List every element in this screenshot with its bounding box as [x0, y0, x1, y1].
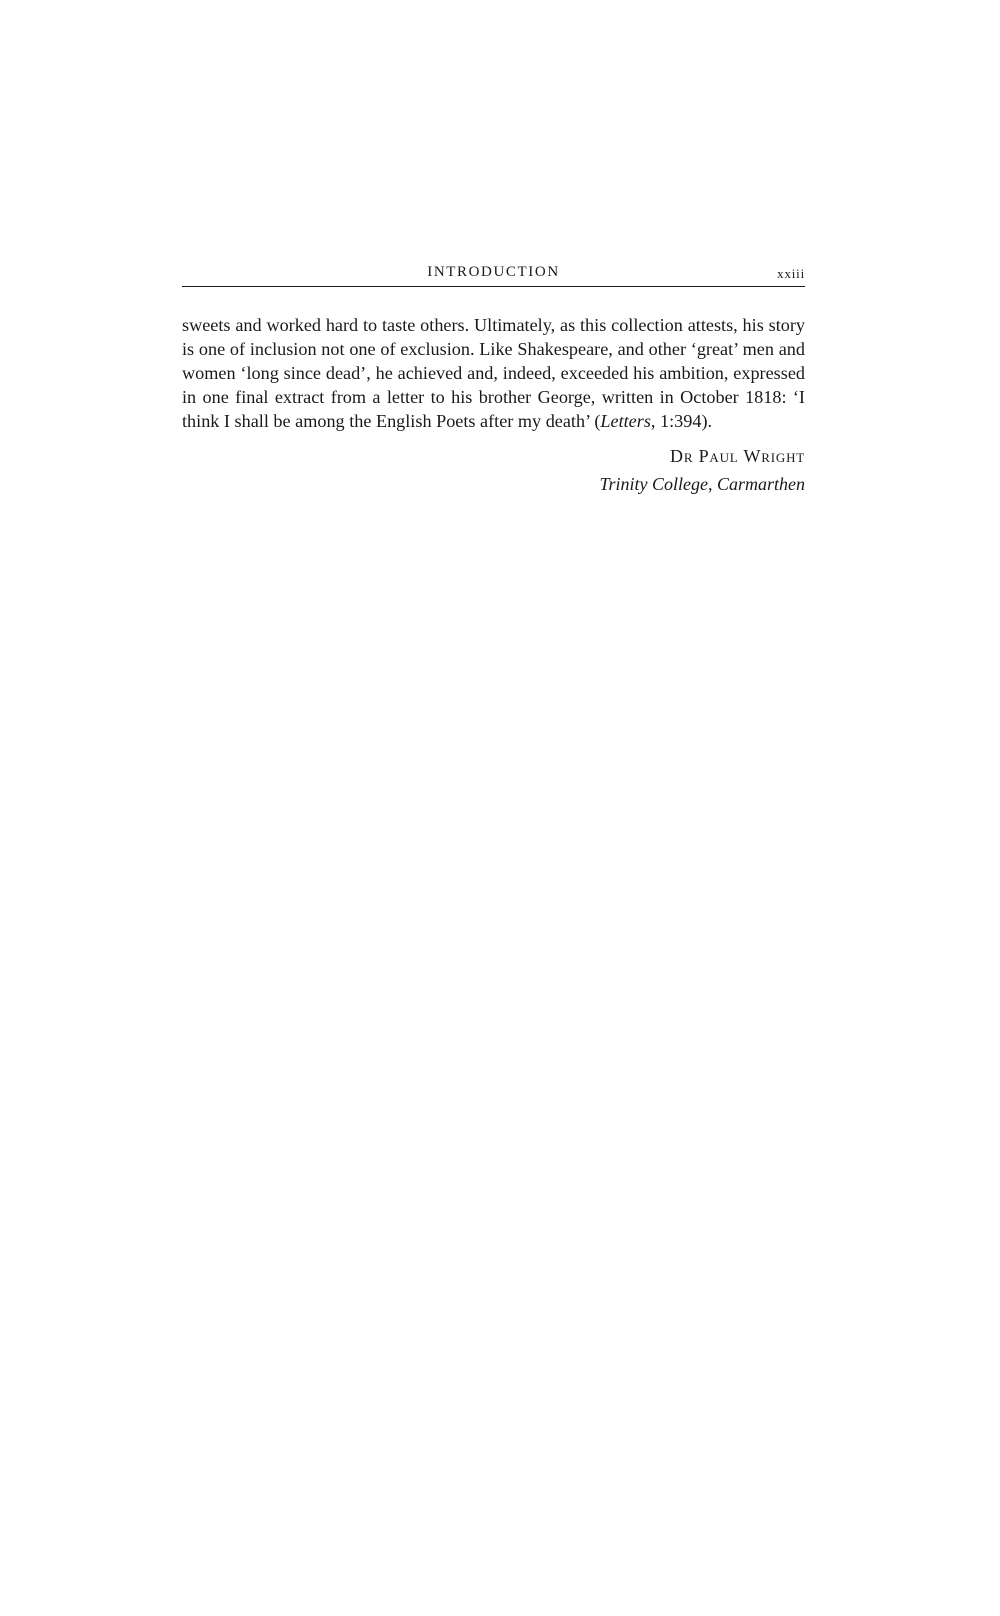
author-signature [182, 442, 805, 498]
running-head [182, 262, 805, 287]
citation-title: Letters [600, 411, 651, 431]
running-title: INTRODUCTION [427, 264, 560, 280]
book-page [182, 262, 805, 498]
paragraph-text: sweets and worked hard to taste others. Ultimately, as this collection attests, his story is one of inclusion not one of exclusion. Like Shakespeare, and other ‘great’ men and women ‘long since dead’, he achieved and, indeed, exceeded his ambition, expressed in one final extract from a letter to his brother George, written in October 1818: ‘I think I shall be among the English Poets after my death’ ( [182, 315, 805, 431]
author-name: Dr Paul Wright [670, 446, 805, 466]
body-paragraph [182, 313, 805, 433]
citation-reference: , 1:394). [650, 411, 713, 431]
page-number: xxiii [777, 266, 805, 281]
author-affiliation: Trinity College, Carmarthen [599, 474, 805, 494]
